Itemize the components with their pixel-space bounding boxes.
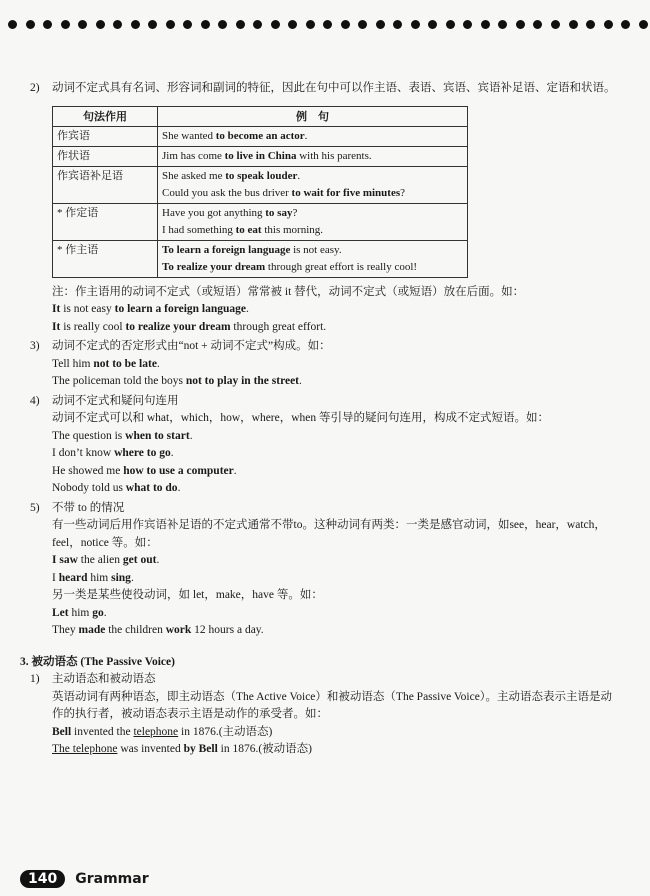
dot-icon bbox=[166, 20, 175, 29]
dot-icon bbox=[148, 20, 157, 29]
role-cell: 作宾语 bbox=[53, 126, 158, 146]
example-passive: The telephone was invented by Bell in 1876.(被动语态) bbox=[52, 743, 312, 755]
dot-icon bbox=[131, 20, 140, 29]
table-header-example: 例 句 bbox=[158, 106, 468, 126]
example-sentence: I heard him sing. bbox=[52, 571, 134, 584]
section-intro: 动词不定式具有名词、形容词和副词的特征，因此在句中可以作主语、表语、宾语、宾语补足语、定语和状语。 bbox=[52, 82, 616, 94]
page-footer bbox=[20, 870, 149, 888]
dot-icon bbox=[376, 20, 385, 29]
example-sentence: The question is when to start. bbox=[52, 429, 193, 442]
role-cell: * 作定语 bbox=[53, 203, 158, 240]
example-active: Bell invented the telephone in 1876.(主动语态) bbox=[52, 725, 273, 738]
example-cell bbox=[158, 126, 468, 146]
section-3 bbox=[30, 338, 620, 356]
example-sentence: Let him go. bbox=[52, 606, 107, 619]
example-cell bbox=[158, 146, 468, 166]
example-cell bbox=[158, 166, 468, 203]
dot-icon bbox=[446, 20, 455, 29]
role-cell: 作宾语补足语 bbox=[53, 166, 158, 203]
dot-icon bbox=[463, 20, 472, 29]
dot-icon bbox=[323, 20, 332, 29]
dot-icon bbox=[586, 20, 595, 29]
section-4-examples bbox=[52, 428, 620, 498]
example-sentence: The policeman told the boys not to play in the street. bbox=[52, 375, 302, 387]
part-3-sub bbox=[30, 671, 620, 689]
section-number: 2) bbox=[30, 82, 40, 94]
section-5-examples-2 bbox=[52, 605, 620, 640]
example-sentence: It is really cool to realize your dream through great effort. bbox=[52, 320, 327, 333]
dot-icon bbox=[183, 20, 192, 29]
role-cell: * 作主语 bbox=[53, 240, 158, 277]
example-sentence: Jim has come to live in China with his parents. bbox=[162, 149, 372, 162]
section-number: 5) bbox=[30, 501, 40, 514]
dot-icon bbox=[43, 20, 52, 29]
footer-title: Grammar bbox=[75, 871, 149, 887]
section-title: 动词不定式和疑问句连用 bbox=[52, 394, 179, 407]
dot-icon bbox=[61, 20, 70, 29]
example-sentence: It is not easy to learn a foreign language. bbox=[52, 303, 249, 315]
dot-icon bbox=[306, 20, 315, 29]
section-number: 4) bbox=[30, 394, 40, 407]
dot-icon bbox=[411, 20, 420, 29]
table-row bbox=[53, 240, 468, 277]
table-row bbox=[53, 126, 468, 146]
dot-icon bbox=[288, 20, 297, 29]
dot-icon bbox=[533, 20, 542, 29]
section-2 bbox=[30, 80, 620, 98]
role-cell: 作状语 bbox=[53, 146, 158, 166]
example-sentence: I don’t know where to go. bbox=[52, 447, 174, 459]
section-5 bbox=[30, 500, 620, 518]
dot-icon bbox=[253, 20, 262, 29]
part-title: 3. 被动语态 (The Passive Voice) bbox=[20, 655, 175, 668]
example-sentence: Could you ask the bus driver to wait for five minutes? bbox=[162, 186, 405, 199]
dot-icon bbox=[393, 20, 402, 29]
dot-icon bbox=[498, 20, 507, 29]
note: 注：作主语用的动词不定式（或短语）常常被 it 替代，动词不定式（或短语）放在后面。如： bbox=[52, 285, 525, 298]
table-row bbox=[53, 166, 468, 203]
dot-icon bbox=[26, 20, 35, 29]
example-sentence: She asked me to speak louder. bbox=[162, 169, 301, 182]
dot-icon bbox=[621, 20, 630, 29]
decorative-dot-row bbox=[8, 20, 648, 34]
example-sentence: I had something to eat this morning. bbox=[162, 223, 324, 236]
example-sentence: He showed me how to use a computer. bbox=[52, 464, 237, 477]
dot-icon bbox=[218, 20, 227, 29]
note-examples bbox=[52, 301, 620, 336]
dot-icon bbox=[481, 20, 490, 29]
dot-icon bbox=[96, 20, 105, 29]
example-cell bbox=[158, 203, 468, 240]
example-sentence: To realize your dream through great effort is really cool! bbox=[162, 260, 418, 273]
dot-icon bbox=[201, 20, 210, 29]
section-desc-2: 另一类是某些使役动词，如 let，make，have 等。如： bbox=[52, 589, 323, 601]
example-sentence: Have you got anything to say? bbox=[162, 206, 298, 219]
dot-icon bbox=[604, 20, 613, 29]
page-content bbox=[20, 80, 620, 759]
section-5-examples-1 bbox=[52, 552, 620, 587]
example-sentence: She wanted to become an actor. bbox=[162, 129, 308, 142]
dot-icon bbox=[78, 20, 87, 29]
example-sentence: Tell him not to be late. bbox=[52, 357, 160, 370]
example-sentence: To learn a foreign language is not easy. bbox=[162, 243, 342, 256]
example-sentence: I saw the alien get out. bbox=[52, 554, 160, 566]
section-title: 主动语态和被动语态 bbox=[52, 673, 156, 685]
example-sentence: They made the children work 12 hours a day. bbox=[52, 624, 264, 636]
section-3-examples bbox=[52, 356, 620, 391]
dot-icon bbox=[341, 20, 350, 29]
dot-icon bbox=[236, 20, 245, 29]
example-cell bbox=[158, 240, 468, 277]
example-sentence: Nobody told us what to do. bbox=[52, 482, 181, 494]
section-desc: 有一些动词后用作宾语补足语的不定式通常不带to。这种动词有两类：一类是感官动词，如see，hear，watch，feel，notice 等。如： bbox=[52, 519, 606, 549]
section-title: 不带 to 的情况 bbox=[52, 501, 125, 514]
section-number: 3) bbox=[30, 340, 40, 352]
section-desc: 英语动词有两种语态，即主动语态（The Active Voice）和被动语态（The Passive Voice）。主动语态表示主语是动作的执行者，被动语态表示主语是动作的承受者。如： bbox=[52, 690, 613, 720]
table-row bbox=[53, 146, 468, 166]
section-number: 1) bbox=[30, 673, 40, 685]
section-4 bbox=[30, 393, 620, 411]
infinitive-usage-table bbox=[52, 106, 468, 278]
dot-icon bbox=[358, 20, 367, 29]
dot-icon bbox=[516, 20, 525, 29]
dot-icon bbox=[569, 20, 578, 29]
section-title: 动词不定式的否定形式由“not + 动词不定式”构成。如： bbox=[52, 340, 331, 352]
dot-icon bbox=[271, 20, 280, 29]
page-number: 140 bbox=[20, 870, 65, 888]
dot-icon bbox=[8, 20, 17, 29]
dot-icon bbox=[551, 20, 560, 29]
dot-icon bbox=[428, 20, 437, 29]
table-row bbox=[53, 203, 468, 240]
dot-icon bbox=[639, 20, 648, 29]
dot-icon bbox=[113, 20, 122, 29]
section-desc: 动词不定式可以和 what，which，how，where，when 等引导的疑问句连用，构成不定式短语。如： bbox=[52, 412, 550, 424]
table-header-role: 句法作用 bbox=[53, 106, 158, 126]
